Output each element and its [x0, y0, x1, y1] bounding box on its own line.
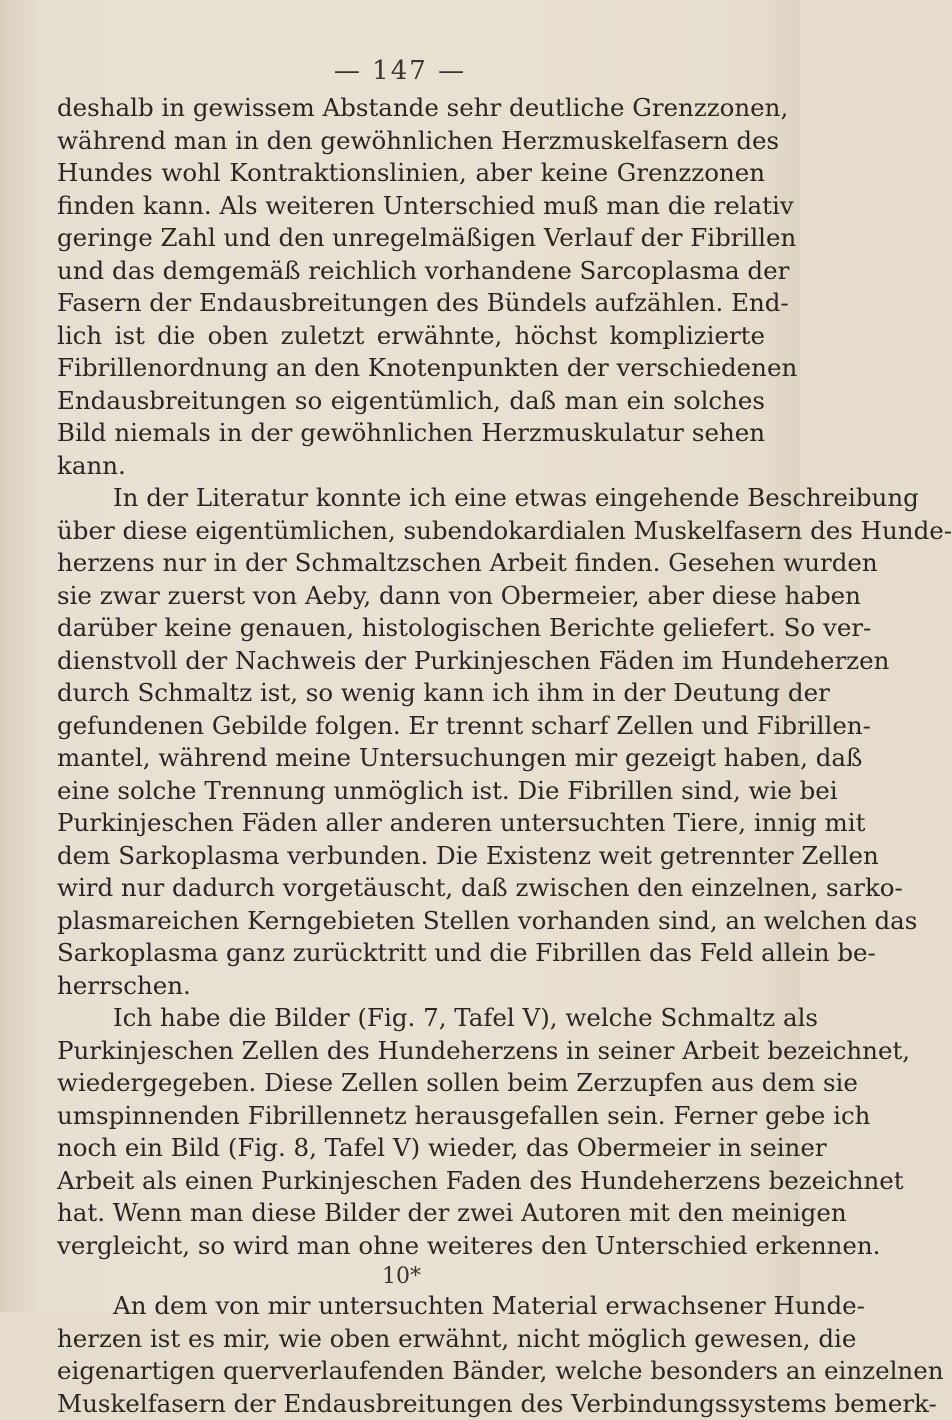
text-line: An dem von mir untersuchten Material erwachsener Hunde-: [57, 1290, 765, 1323]
text-line: wird nur dadurch vorgetäuscht, daß zwischen den einzelnen, sarko-: [57, 872, 765, 905]
text-line: Endausbreitungen so eigentümlich, daß man ein solches: [57, 385, 765, 418]
text-line: Arbeit als einen Purkinjeschen Faden des Hundeherzens bezeichnet: [57, 1165, 765, 1198]
text-line: Muskelfasern der Endausbreitungen des Verbindungssystems bemerk-: [57, 1388, 765, 1420]
text-line: darüber keine genauen, histologischen Berichte geliefert. So ver-: [57, 612, 765, 645]
text-line: eine solche Trennung unmöglich ist. Die Fibrillen sind, wie bei: [57, 775, 765, 808]
text-line: vergleicht, so wird man ohne weiteres den Unterschied erkennen.: [57, 1230, 765, 1263]
text-line: während man in den gewöhnlichen Herzmuskelfasern des: [57, 125, 765, 158]
text-line: umspinnenden Fibrillennetz herausgefallen sein. Ferner gebe ich: [57, 1100, 765, 1133]
text-line: sie zwar zuerst von Aeby, dann von Obermeier, aber diese haben: [57, 580, 765, 613]
text-line: noch ein Bild (Fig. 8, Tafel V) wieder, das Obermeier in seiner: [57, 1132, 765, 1165]
body-text: [57, 92, 765, 1420]
text-line: dienstvoll der Nachweis der Purkinjeschen Fäden im Hundeherzen: [57, 645, 765, 678]
text-line: Ich habe die Bilder (Fig. 7, Tafel V), welche Schmaltz als: [57, 1002, 765, 1035]
text-line: finden kann. Als weiteren Unterschied muß man die relativ: [57, 190, 765, 223]
text-line: hat. Wenn man diese Bilder der zwei Autoren mit den meinigen: [57, 1197, 765, 1230]
text-line: herrschen.: [57, 970, 765, 1003]
paragraph: [57, 482, 765, 1002]
page-number-header: — 147 —: [0, 56, 800, 86]
text-line: Bild niemals in der gewöhnlichen Herzmuskulatur sehen: [57, 417, 765, 450]
text-line: gefundenen Gebilde folgen. Er trennt scharf Zellen und Fibrillen-: [57, 710, 765, 743]
text-line: Purkinjeschen Fäden aller anderen untersuchten Tiere, innig mit: [57, 807, 765, 840]
text-line: und das demgemäß reichlich vorhandene Sarcoplasma der: [57, 255, 765, 288]
text-line: durch Schmaltz ist, so wenig kann ich ihm in der Deutung der: [57, 677, 765, 710]
text-line: kann.: [57, 450, 765, 483]
paragraph: [57, 1002, 765, 1262]
text-line: herzen ist es mir, wie oben erwähnt, nicht möglich gewesen, die: [57, 1323, 765, 1356]
text-line: über diese eigentümlichen, subendokardialen Muskelfasern des Hunde-: [57, 515, 765, 548]
text-line: In der Literatur konnte ich eine etwas eingehende Beschreibung: [57, 482, 765, 515]
text-line: Sarkoplasma ganz zurücktritt und die Fibrillen das Feld allein be-: [57, 937, 765, 970]
text-line: Fibrillenordnung an den Knotenpunkten der verschiedenen: [57, 352, 765, 385]
text-line: lich ist die oben zuletzt erwähnte, höchst komplizierte: [57, 320, 765, 353]
text-line: plasmareichen Kerngebieten Stellen vorhanden sind, an welchen das: [57, 905, 765, 938]
text-line: dem Sarkoplasma verbunden. Die Existenz weit getrennter Zellen: [57, 840, 765, 873]
text-line: deshalb in gewissem Abstande sehr deutliche Grenzzonen,: [57, 92, 765, 125]
text-line: Fasern der Endausbreitungen des Bündels aufzählen. End-: [57, 287, 765, 320]
text-line: geringe Zahl und den unregelmäßigen Verlauf der Fibrillen: [57, 222, 765, 255]
signature-mark: 10*: [382, 1264, 421, 1289]
text-line: herzens nur in der Schmaltzschen Arbeit finden. Gesehen wurden: [57, 547, 765, 580]
text-line: Purkinjeschen Zellen des Hundeherzens in seiner Arbeit bezeichnet,: [57, 1035, 765, 1068]
text-line: Hundes wohl Kontraktionslinien, aber keine Grenzzonen: [57, 157, 765, 190]
text-line: wiedergegeben. Diese Zellen sollen beim Zerzupfen aus dem sie: [57, 1067, 765, 1100]
paragraph: [57, 92, 765, 482]
text-line: mantel, während meine Untersuchungen mir gezeigt haben, daß: [57, 742, 765, 775]
text-line: eigenartigen querverlaufenden Bänder, welche besonders an einzelnen: [57, 1355, 765, 1388]
paragraph: [57, 1290, 765, 1420]
